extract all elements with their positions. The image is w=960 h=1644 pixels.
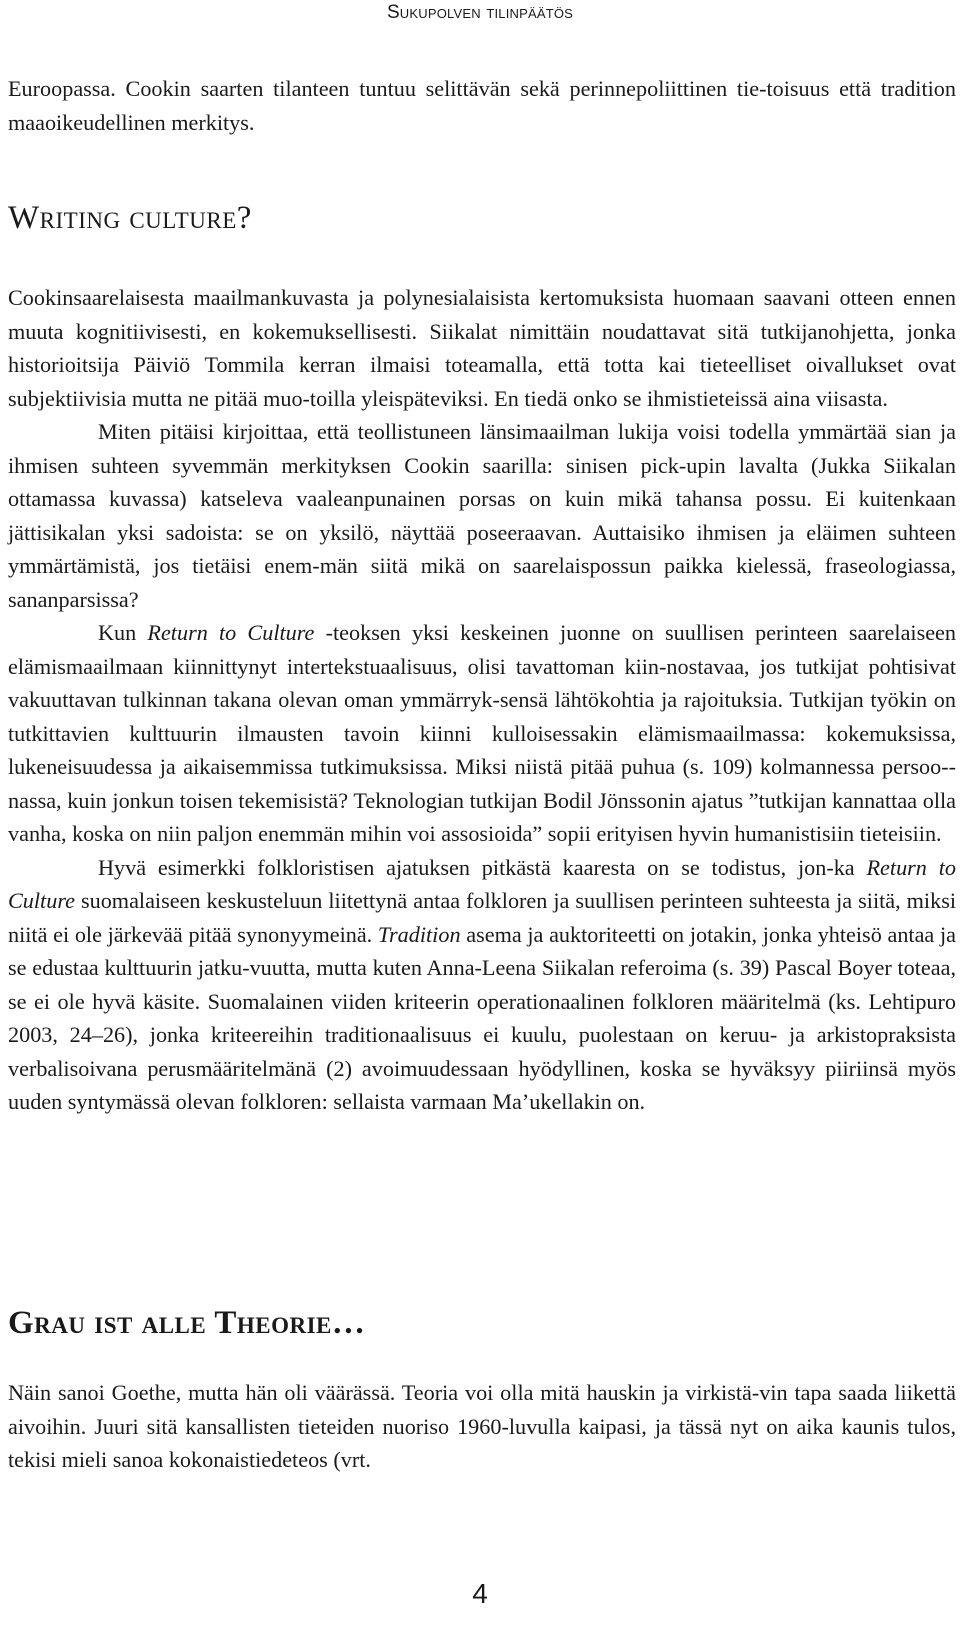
book-title: Return to Culture (147, 620, 315, 645)
book-title: Return to Culture (8, 854, 956, 913)
page-number: 4 (472, 1578, 488, 1609)
section-writing-culture-body (8, 281, 956, 1119)
paragraph-4-text-a: Hyvä esimerkki folkloristisen ajatuksen pitkästä kaaresta on se todistus, jon-ka (98, 854, 867, 880)
paragraph-4 (8, 851, 956, 1119)
paragraph-3 (8, 616, 956, 851)
section-heading-writing-culture: Writing culture? (8, 200, 252, 236)
intro-paragraph: Euroopassa. Cookin saarten tilanteen tuntuu selittävän sekä perinnepoliittinen tie-toisuus että tradition maaoikeudellinen merkitys. (8, 76, 956, 135)
paragraph-3-text-b: -teoksen yksi keskeinen juonne on suullisen perinteen saarelaiseen elämismaailmaan kiinnittynyt intertekstuaalisuus, olisi tavattoman kiin-nostavaa, jos tutkijat pohtisivat vakuuttavan tulkinnan takana olevan oman ymmärryk-sensä lähtökohtia ja rajoituksia. Tutkijan työkin on tutkittavien kulttuurin ilmausten tavoin kiinni kulloisessakin elämismaailmassa: kokemuksissa, lukeneisuudessa ja aikaisemmissa tutkimuksissa. Miksi niistä pitää puhua (s. 109) kolmannessa persoo-nassa, kuin jonkun toisen tekemisistä? Teknologian tutkijan Bodil Jönssonin ajatus ”tutkijan kannattaa olla vanha, koska on niin paljon enemmän mihin voi assosioida” sopii erityisen hyvin humanistisiin tieteisiin. (8, 620, 957, 846)
running-head: Sukupolven tilinpäätös (386, 2, 574, 23)
italic-term: Tradition (377, 921, 461, 947)
paragraph-3-text-a: Kun (98, 620, 148, 645)
paragraph-5: Näin sanoi Goethe, mutta hän oli väärässä. Teoria voi olla mitä hauskin ja virkistä-vin tapa saada liikettä aivoihin. Juuri sitä kansallisten tieteiden nuoriso 1960-luvulla kaipasi, ja tässä nyt on aika kaunis tulos, tekisi mieli sanoa kokonaistiedeteos (vrt. (8, 1380, 956, 1472)
section-grau-body (8, 1376, 956, 1477)
paragraph-4-text-c: asema ja auktoriteetti on jotakin, jonka yhteisö antaa ja se edustaa kulttuurin jatku-vuutta, mutta kuten Anna-Leena Siikalan referoima (s. 39) Pascal Boyer toteaa, se ei ole hyvä käsite. Suomalainen viiden kriteerin operationaalinen folkloren määritelmä (ks. Lehtipuro 2003, 24–26), jonka kriteereihin traditionaalisuus ei kuulu, puolestaan on keruu- ja arkistopraksista verbalisoivana perusmääritelmänä (2) avoimuudessaan hyödyllinen, koska se hyväksyy piiriinsä myös uuden syntymässä olevan folkloren: sellaista varmaan Ma’ukellakin on. (8, 921, 956, 1114)
paragraph-4-text-b: suomalaiseen keskusteluun liitettynä antaa folkloren ja suullisen perinteen suhteesta ja siitä, miksi niitä ei ole järkevää pitää synonyymeinä. (8, 888, 956, 947)
paragraph-2: Miten pitäisi kirjoittaa, että teollistuneen länsimaailman lukija voisi todella ymmärtää sian ja ihmisen suhteen syvemmän merkityksen Cookin saarilla: sinisen pick-upin lavalta (Jukka Siikalan ottamassa kuvassa) katseleva vaaleanpunainen porsas on kuin mikä tahansa possu. Ei kuitenkaan jättisikalan yksi sadoista: se on yksilö, näyttää poseeraavan. Auttaisiko ihmisen ja eläimen suhteen ymmärtämistä, jos tietäisi enem-män siitä mikä on saarelaispossun paikka kielessä, fraseologiassa, sananparsissa? (8, 419, 956, 612)
section-heading-grau-ist-alle-theorie: Grau ist alle Theorie… (8, 1305, 366, 1341)
paragraph-1: Cookinsaarelaisesta maailmankuvasta ja polynesialaisista kertomuksista huomaan saavani otteen ennen muuta kognitiivisesti, en kokemuksellisesti. Siikalat nimittäin noudattavat sitä tutkijanohjetta, jonka historioitsija Päiviö Tommila kerran ilmaisi toteamalla, että totta kai tieteelliset oivallukset ovat subjektiivisia mutta ne pitää muo-toilla yleispäteviksi. En tiedä onko se ihmistieteissä aina viisasta. (8, 285, 956, 411)
intro-block (8, 72, 956, 139)
